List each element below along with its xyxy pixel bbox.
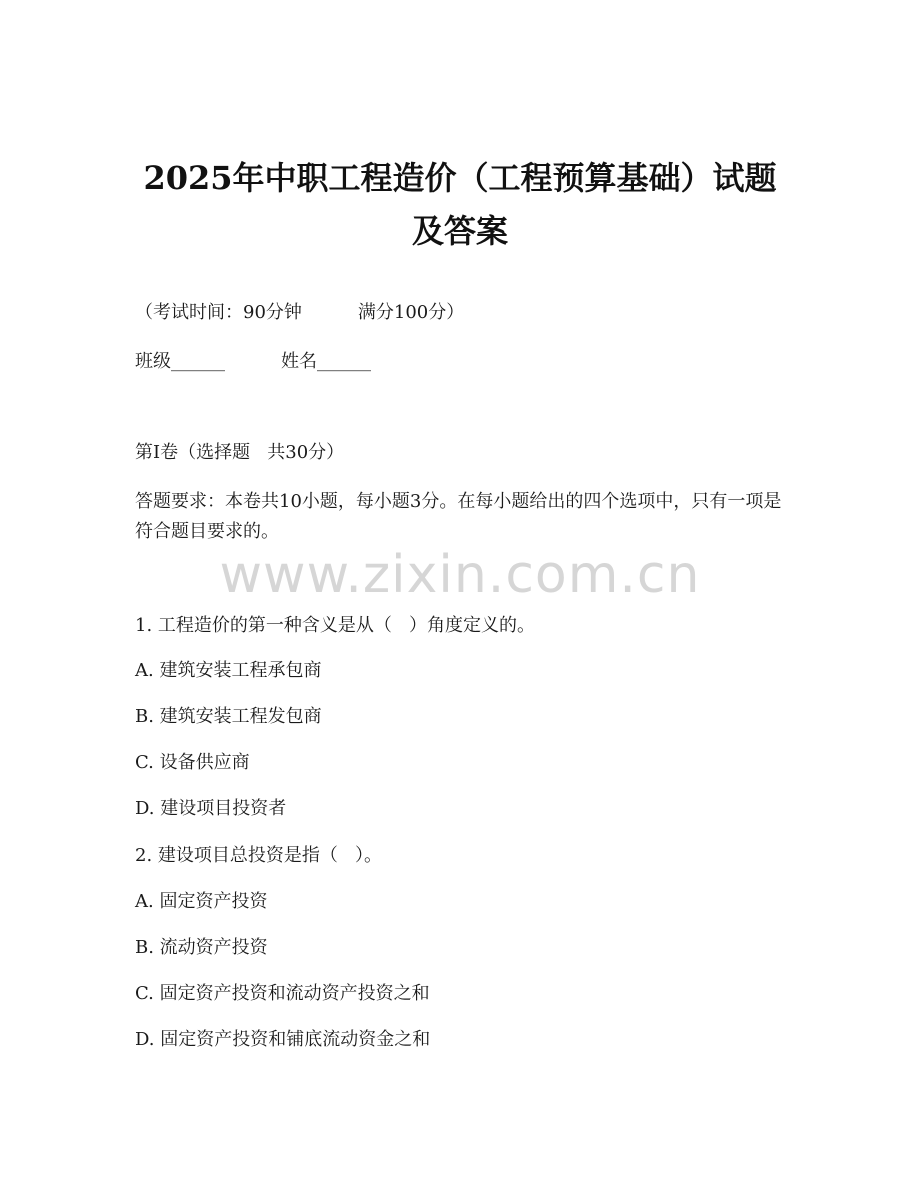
class-field: 班级______ [135,351,225,372]
question-1-option-d: D. 建设项目投资者 [135,798,287,819]
question-2-option-b: B. 流动资产投资 [135,937,268,958]
instructions: 答题要求：本卷共10小题，每小题3分。在每小题给出的四个选项中，只有一项是符合题目要求的。 [135,491,782,542]
exam-time: （考试时间：90分钟 [135,302,302,323]
section-heading: 第I卷（选择题 共30分） [135,442,345,463]
watermark: www.zixin.com.cn [219,545,701,605]
title-line-2: 及答案 [411,212,508,250]
document-title [120,152,800,258]
question-1-option-b: B. 建筑安装工程发包商 [135,706,322,727]
full-score: 满分100分） [357,302,465,323]
student-info [135,350,371,374]
question-2-option-d: D. 固定资产投资和铺底流动资金之和 [135,1029,431,1050]
question-1-option-c: C. 设备供应商 [135,752,250,773]
title-line-1: 2025年中职工程造价（工程预算基础）试题 [143,159,777,197]
question-2-option-a: A. 固定资产投资 [135,891,268,912]
question-1-stem: 1. 工程造价的第一种含义是从（ ）角度定义的。 [135,615,536,636]
question-2-option-c: C. 固定资产投资和流动资产投资之和 [135,983,430,1004]
name-field: 姓名______ [281,351,371,372]
exam-info [135,301,464,325]
question-1-option-a: A. 建筑安装工程承包商 [135,660,322,681]
question-2-stem: 2. 建设项目总投资是指（ ）。 [135,845,383,866]
